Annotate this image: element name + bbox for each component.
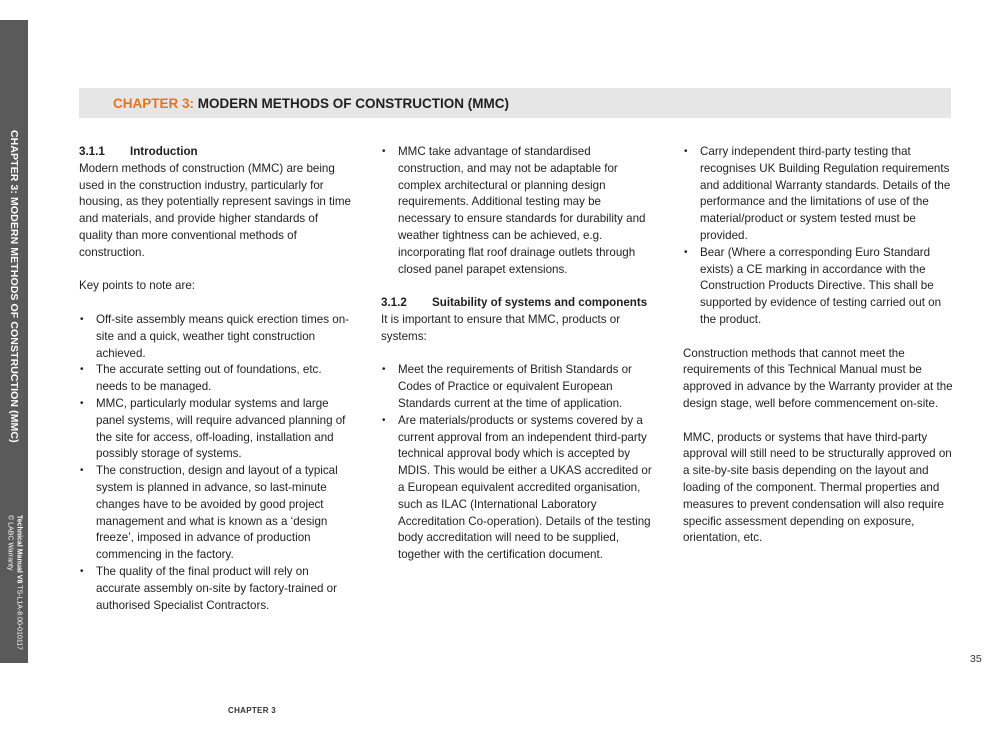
construction-methods-paragraph: Construction methods that cannot meet the requirements of this Technical Manual must be approved in advance by the Warranty provider at the design stage, well before commencement on-site. xyxy=(683,346,953,410)
manual-label: Technical Manual V8 xyxy=(15,515,23,584)
footer-chapter: CHAPTER 3 xyxy=(228,706,277,715)
list-item: • The construction, design and layout of a typical system is planned in advance, so last-minute changes have to be avoided by good project management and what is known as a ‘design freeze’, imposed in advance of production commencing in the factory. xyxy=(80,464,338,562)
sidebar-chapter-label: CHAPTER 3: MODERN METHODS OF CONSTRUCTION (MMC) xyxy=(8,130,20,443)
copyright-text: © LABC Warranty xyxy=(7,515,14,571)
column-3 xyxy=(683,144,955,547)
sidebar-manual-info xyxy=(6,515,23,650)
chapter-title-text: MODERN METHODS OF CONSTRUCTION (MMC) xyxy=(194,96,509,111)
intro-paragraph: Modern methods of construction (MMC) are being used in the construction industry, particularly for housing, as they potentially represent savings in time and materials, and provide higher standards of quality than more conventional methods of construction. xyxy=(79,161,351,259)
list-item: • Carry independent third-party testing that recognises UK Building Regulation requirements and additional Warranty standards. Details of the performance and the limitations of use of the material/product or system tested must be provided. xyxy=(684,145,951,242)
list-item: • Are materials/products or systems covered by a current approval from an independent third-party technical approval body which is accepted by MDIS. This would be either a UKAS accredited or a European equivalent accredited organisation, such as ILAC (International Laboratory Accreditation Co-operation). Details of the testing body accreditation will need to be supplied, together with the certification document. xyxy=(382,413,652,562)
key-points-list xyxy=(79,312,351,614)
list-item: • Meet the requirements of British Standards or Codes of Practice or equivalent European Standards current at the time of application. xyxy=(382,363,632,410)
chapter-header-bar xyxy=(79,88,951,118)
approval-paragraph: MMC, products or systems that have third-party approval will still need to be structurally approved on a site-by-site basis depending on the layout and loading of the component. Thermal properties and measures to prevent condensation will also require specific assessment depending on exposure, orientation, etc. xyxy=(683,430,952,545)
section-number: 3.1.2 xyxy=(381,296,407,310)
manual-code: TS-L1A-8.00-010117 xyxy=(15,583,23,651)
list-item: • The accurate setting out of foundations, etc. needs to be managed. xyxy=(80,363,322,394)
column-1 xyxy=(79,144,351,614)
chapter-title xyxy=(113,96,509,111)
list-item: • Off-site assembly means quick erection times on-site and a quick, weather tight construction achieved. xyxy=(80,312,350,360)
page-number: 35 xyxy=(970,653,982,665)
chapter-label: CHAPTER 3: xyxy=(113,96,195,111)
suitability-list xyxy=(381,362,653,564)
key-points-list-continued xyxy=(381,144,653,278)
section-heading-3-1-1 xyxy=(79,144,351,161)
section-title: Suitability of systems and components xyxy=(432,296,648,310)
list-item: • MMC, particularly modular systems and large panel systems, will require advanced planning of the site for access, off-loading, installation and possibly storage of systems. xyxy=(80,396,346,461)
sidebar xyxy=(0,20,28,663)
section-number: 3.1.1 xyxy=(79,145,105,158)
suitability-list-continued xyxy=(683,144,955,329)
section-title: Introduction xyxy=(130,145,198,158)
suitability-intro: It is important to ensure that MMC, products or systems: xyxy=(381,312,621,343)
list-item: • MMC take advantage of standardised construction, and may not be adaptable for complex architectural or planning design requirements. Additional testing may be necessary to ensure standards for durability and weather tightness can be achieved, e.g. incorporating flat roof drainage outlets through closed panel parapet extensions. xyxy=(382,145,646,276)
key-points-label: Key points to note are: xyxy=(79,279,196,293)
list-item: • Bear (Where a corresponding Euro Standard exists) a CE marking in accordance with the Construction Products Directive. This shall be supported by evidence of testing carried out on the product. xyxy=(684,245,942,326)
column-2 xyxy=(381,144,653,564)
list-item: • The quality of the final product will rely on accurate assembly on-site by factory-trained or authorised Specialist Contractors. xyxy=(80,564,337,612)
section-heading-3-1-2 xyxy=(381,295,653,312)
